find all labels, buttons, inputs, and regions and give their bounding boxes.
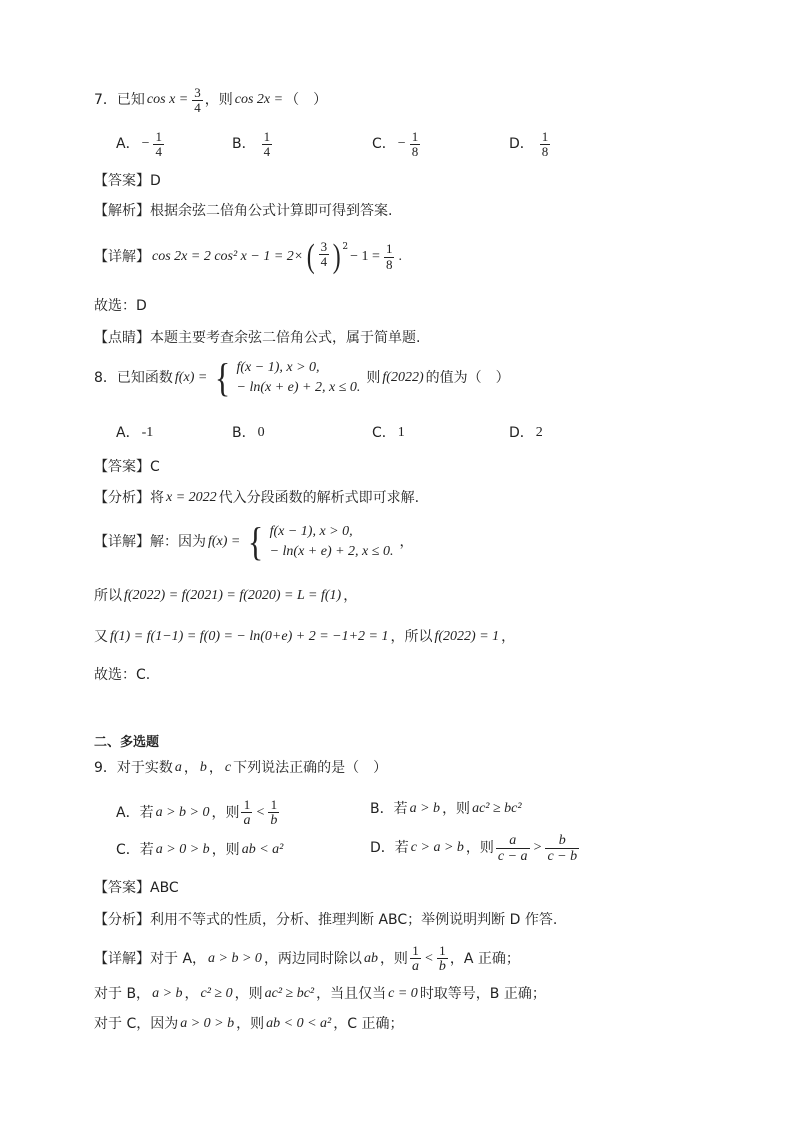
line2-mid: ，所以 [390,629,433,645]
detail-math1: a > b [152,986,183,1001]
detail-math2: ab < 0 < a² [266,1016,332,1031]
option-sign: − [141,136,150,152]
q7-given-den: 4 [194,100,201,116]
q8-choose [94,667,150,684]
option-math2: ac² ≥ bc² [472,801,522,816]
q8-option-b [232,425,267,442]
q8-piecewise [213,355,362,401]
detail-pre: 对于 B， [94,986,151,1002]
q9-detail-b [94,986,546,1003]
q7-given-num: 3 [194,85,201,100]
option-den: 8 [541,144,549,160]
option-value: -1 [141,425,154,440]
q9-option-d [370,833,581,865]
option-letter: B． [232,425,256,441]
option-math: a > 0 > b [155,842,210,857]
option-value: 2 [535,425,543,440]
q7-option-b [232,130,274,160]
option-pre: A．若 [116,804,154,821]
var-b: b [199,760,207,775]
detail-mid2: ，则 [379,950,408,967]
detail-result-fraction [384,242,395,272]
option-letter: A． [116,425,140,441]
option-math: a > b [409,801,441,816]
option-letter: A． [116,136,140,153]
detail-result-num: 1 [385,241,393,257]
q7-option-d [509,130,552,160]
answer-tag: 【答案】 [94,173,150,189]
q8-line1 [94,588,357,605]
answer-value: C [150,459,160,475]
q8-option-c [372,425,407,442]
comment-text: 本题主要考查余弦二倍角公式，属于简单题. [150,330,421,346]
answer-tag: 【答案】 [94,880,150,896]
detail-sep3: ，当且仅当 [316,986,387,1002]
q8-option-a [116,425,155,442]
frac-num: 1 [243,797,251,812]
answer-tag: 【答案】 [94,459,150,475]
var-a: a [174,760,182,775]
detail-mid: ，则 [236,1016,265,1032]
analysis-text: 根据余弦二倍角公式计算即可得到答案. [150,203,393,219]
q7-ask: cos 2x = [234,92,284,108]
option-fraction-right [545,833,579,865]
line2-end: ， [501,629,516,645]
q7-analysis [94,203,392,220]
q9-option-c [116,842,285,859]
case-2: − ln(x + e) + 2, x ≤ 0. [269,544,394,560]
option-num: 1 [411,129,419,144]
analysis-math: x = 2022 [166,490,217,505]
option-mid: ，则 [211,842,240,858]
detail-tag: 【详解】 [94,950,150,967]
q9-detail-a [94,944,520,975]
q9-stem-end: 下列说法正确的是（ ） [233,760,388,776]
detail-fraction [319,240,330,270]
exponent: 2 [342,242,349,252]
line1-pre: 所以 [94,588,122,604]
q8-f2022: f(2022) [382,369,424,385]
detail-sep1: ， [184,986,199,1002]
detail-pre: 对于 C，因为 [94,1016,179,1032]
answer-value: D [150,173,161,189]
frac-num: b [558,833,566,848]
frac-num: 1 [270,797,278,812]
q9-analysis [94,912,557,929]
choose-text: 故选：C. [94,667,151,683]
q9-option-b [370,801,524,818]
option-den: 4 [263,144,271,160]
option-den: 4 [155,144,162,160]
frac-den: c − b [547,849,578,865]
line1-end: ， [343,588,358,604]
separator: ， [208,760,223,776]
left-paren: ( [306,238,315,275]
detail-frac-num: 3 [320,239,328,254]
option-sign: − [397,136,406,152]
frac-den: a [411,959,419,975]
q7-comment [94,330,420,347]
option-mid: ，则 [465,840,494,857]
q8-analysis [94,490,419,507]
case-2: − ln(x + e) + 2, x ≤ 0. [236,380,361,396]
separator: ， [183,760,198,776]
q8-option-d [509,425,545,442]
option-fraction-left [241,798,252,829]
q9-detail-c [94,1016,403,1033]
option-math: a > b > 0 [155,804,210,820]
detail-end: ，C 正确； [333,1016,404,1032]
q9-answer [94,880,179,897]
option-mid: ，则 [211,804,240,821]
detail-pre: 对于 A， [150,950,207,967]
detail-frac-den: 4 [320,254,328,270]
comment-tag: 【点睛】 [94,330,150,346]
analysis-tag: 【分析】 [94,912,150,928]
detail-sep2: ，则 [234,986,263,1002]
relation: < [424,950,433,966]
detail-fraction-left [410,944,421,975]
q8-fx: f(x) = [174,369,208,385]
option-num: 1 [263,129,271,144]
option-math2: ab < a² [241,842,284,857]
q9-stem-prefix: 9．对于实数 [94,760,173,776]
q7-given-fraction [192,86,203,116]
line1-math: f(2022) = f(2021) = f(2020) = L = f(1) [124,588,342,603]
q7-given: cos x = [146,92,189,108]
q7-paren: （ ） [285,92,328,109]
choose-text: 故选：D [94,298,147,314]
section-title: 二、多选题 [94,735,160,750]
detail-piecewise [246,519,395,565]
option-letter: C． [372,425,396,441]
q7-answer [94,173,161,190]
option-math: c > a > b [410,840,464,856]
option-letter: B． [232,136,256,153]
line2-math: f(1) = f(1−1) = f(0) = − ln(0+e) + 2 = −1+2 = 1 [110,629,389,644]
left-brace: { [215,355,231,401]
frac-num: 1 [439,943,446,958]
detail-math3: ac² ≥ bc² [264,986,315,1001]
relation: > [533,840,542,856]
q9-option-a [116,798,281,829]
frac-num: 1 [412,943,419,958]
option-letter: C． [372,136,396,153]
detail-math2: c² ≥ 0 [200,986,233,1001]
q8-line2 [94,629,515,646]
frac-den: a [243,813,251,829]
option-letter: D． [509,136,534,153]
piecewise-cases [268,522,396,563]
option-value: 1 [397,425,405,440]
right-paren: ) [332,238,341,275]
option-fraction [540,130,551,160]
var-c: c [224,760,232,775]
left-brace: { [248,519,264,565]
detail-tail: − 1 = [350,248,380,264]
q8-answer [94,459,160,476]
analysis-tag: 【分析】 [94,490,150,506]
detail-math: a > b > 0 [208,950,262,966]
q8-detail [94,519,414,565]
detail-lhs: cos 2x = 2 cos² x − 1 = 2× [152,248,304,264]
detail-fraction-right [437,944,448,975]
frac-den: c − a [497,849,528,865]
q8-stem-end: 的值为（ ） [425,369,510,386]
analysis-pre: 将 [150,490,164,506]
detail-end: . [398,248,402,264]
detail-tag: 【详解】 [94,533,150,550]
q8-stem-mid: 则 [366,369,381,386]
detail-math4: c = 0 [388,986,418,1001]
frac-num: a [509,833,517,848]
piecewise-cases [235,358,363,399]
q7-option-a [116,130,166,160]
option-fraction [410,130,421,160]
option-value: 0 [257,425,265,440]
q8-stem-prefix: 8．已知函数 [94,369,173,386]
detail-tag: 【详解】 [94,248,150,265]
option-den: 8 [411,144,419,160]
q8-stem [94,355,510,401]
option-pre: C．若 [116,842,154,858]
analysis-tag: 【解析】 [94,203,150,219]
line2-pre: 又 [94,629,108,645]
detail-pre: 解：因为 [150,533,206,550]
relation: < [256,804,265,820]
option-fraction [262,130,273,160]
option-num: 1 [541,129,549,144]
option-fraction [153,130,164,160]
option-pre: D．若 [370,840,409,857]
detail-math1: a > 0 > b [180,1016,235,1031]
detail-fx: f(x) = [208,533,241,549]
detail-end: ， [399,533,414,550]
detail-mid: ，两边同时除以 [263,950,362,967]
option-num: 1 [155,129,162,144]
analysis-post: 代入分段函数的解析式即可求解. [218,490,420,506]
q9-stem [94,760,387,777]
option-fraction-right [268,798,279,829]
frac-den: b [270,813,278,829]
option-pre: B．若 [370,801,408,817]
detail-end: ，A 正确； [449,950,520,967]
q7-stem [94,86,327,116]
q7-detail [94,240,404,274]
detail-end: 时取等号，B 正确； [419,986,546,1002]
frac-den: b [438,959,446,975]
q7-option-c [372,130,422,160]
line2-math2: f(2022) = 1 [434,629,500,644]
detail-result-den: 8 [385,256,393,272]
detail-power [305,240,348,274]
option-mid: ，则 [442,801,471,817]
q7-stem-prefix: 7．已知 [94,92,145,109]
case-1: f(x − 1), x > 0, [269,524,353,539]
option-fraction-left [496,833,530,865]
option-letter: D． [509,425,534,441]
analysis-text: 利用不等式的性质，分析、推理判断 ABC；举例说明判断 D 作答. [150,912,558,928]
answer-value: ABC [150,880,179,896]
case-1: f(x − 1), x > 0, [236,360,320,375]
q7-choose [94,298,147,315]
detail-ab: ab [363,950,378,966]
q7-stem-middle: ，则 [204,92,233,109]
